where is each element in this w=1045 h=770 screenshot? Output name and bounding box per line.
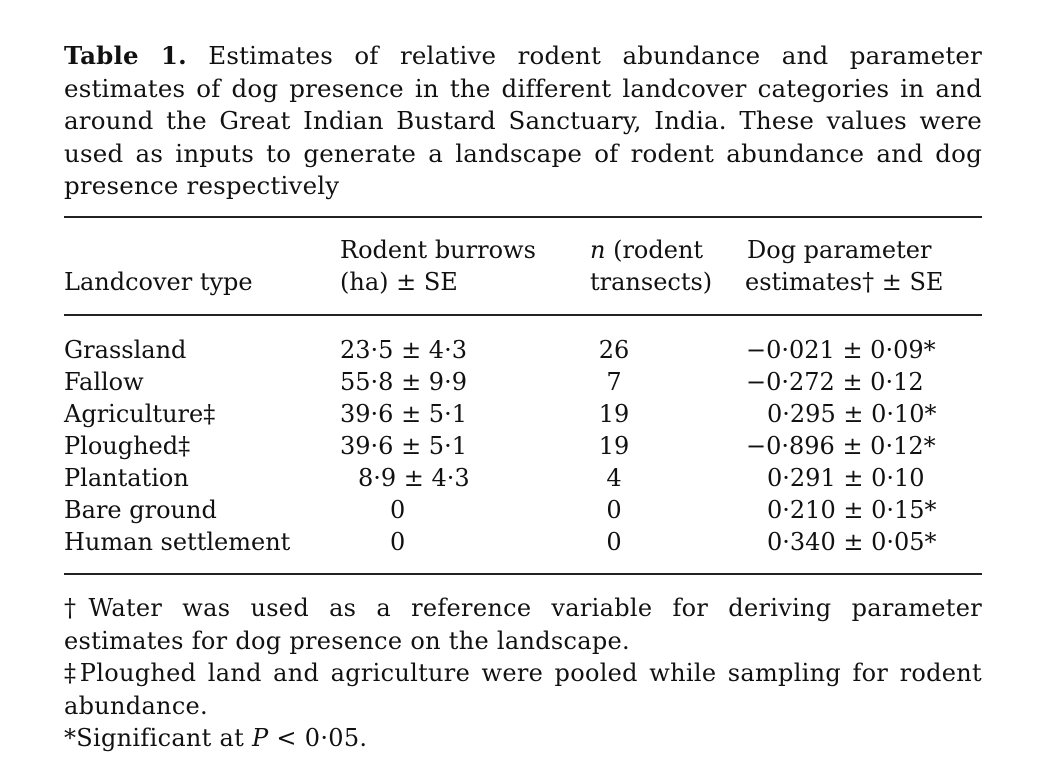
cell-dog: 0·210 ± 0·15* bbox=[767, 496, 937, 524]
cell-burrows: 39·6 ± 5·1 bbox=[340, 432, 467, 460]
cell-burrows: 23·5 ± 4·3 bbox=[340, 336, 467, 364]
cell-landcover: Agriculture‡ bbox=[64, 400, 216, 428]
cell-n: 19 bbox=[598, 432, 630, 460]
cell-landcover: Human settlement bbox=[64, 528, 291, 556]
cell-landcover: Grassland bbox=[64, 336, 187, 364]
cell-burrows: 39·6 ± 5·1 bbox=[340, 400, 467, 428]
cell-n: 0 bbox=[606, 496, 622, 524]
cell-dog: 0·340 ± 0·05* bbox=[767, 528, 937, 556]
footnote-double-dagger: ‡Ploughed land and agriculture were pooled while sampling for rodent abundance. bbox=[64, 659, 982, 720]
header-burrows-line2: (ha) ± SE bbox=[340, 268, 458, 296]
cell-n: 26 bbox=[598, 336, 630, 364]
cell-dog: −0·272 ± 0·12 bbox=[746, 368, 924, 396]
cell-burrows: 0 bbox=[390, 528, 406, 556]
top-rule bbox=[64, 216, 982, 218]
header-n-line1 bbox=[590, 234, 703, 266]
cell-landcover: Ploughed‡ bbox=[64, 432, 191, 460]
header-rule bbox=[64, 314, 982, 316]
table-label: Table 1. bbox=[64, 41, 187, 70]
table-footnotes bbox=[64, 592, 982, 755]
significance-p: P bbox=[252, 724, 269, 752]
cell-n: 19 bbox=[598, 400, 630, 428]
table-figure bbox=[64, 40, 982, 752]
bottom-rule bbox=[64, 573, 982, 575]
significance-prefix: *Significant at bbox=[64, 724, 253, 752]
header-dog-line1: Dog parameter bbox=[747, 236, 932, 264]
header-n-line2: transects) bbox=[590, 268, 713, 296]
cell-burrows: 0 bbox=[390, 496, 406, 524]
cell-n: 7 bbox=[606, 368, 622, 396]
cell-burrows: 55·8 ± 9·9 bbox=[340, 368, 467, 396]
cell-burrows: 8·9 ± 4·3 bbox=[358, 464, 470, 492]
significance-suffix: < 0·05. bbox=[268, 724, 368, 752]
caption-text: Estimates of relative rodent abundance and parameter estimates of dog presence in the different landcover categories in and around the Great Indian Bustard Sanctuary, India. These values were used as inputs to generate a landscape of rodent abundance and dog presence respectively bbox=[64, 41, 982, 200]
header-n-rest: (rodent bbox=[605, 236, 704, 264]
cell-n: 4 bbox=[606, 464, 622, 492]
footnote-dagger: †Water was used as a reference variable for deriving parameter estimates for dog presence on the landscape. bbox=[64, 594, 982, 655]
cell-landcover: Bare ground bbox=[64, 496, 217, 524]
cell-landcover: Fallow bbox=[64, 368, 144, 396]
header-landcover: Landcover type bbox=[64, 268, 253, 296]
footnote-significance bbox=[64, 722, 982, 755]
table-caption bbox=[64, 40, 982, 203]
cell-dog: 0·295 ± 0·10* bbox=[767, 400, 937, 428]
cell-dog: −0·896 ± 0·12* bbox=[746, 432, 936, 460]
header-n-symbol: n bbox=[590, 236, 606, 264]
cell-landcover: Plantation bbox=[64, 464, 189, 492]
cell-n: 0 bbox=[606, 528, 622, 556]
header-burrows-line1: Rodent burrows bbox=[340, 236, 536, 264]
cell-dog: 0·291 ± 0·10 bbox=[767, 464, 925, 492]
cell-dog: −0·021 ± 0·09* bbox=[746, 336, 936, 364]
header-dog-line2: estimates† ± SE bbox=[745, 268, 944, 296]
